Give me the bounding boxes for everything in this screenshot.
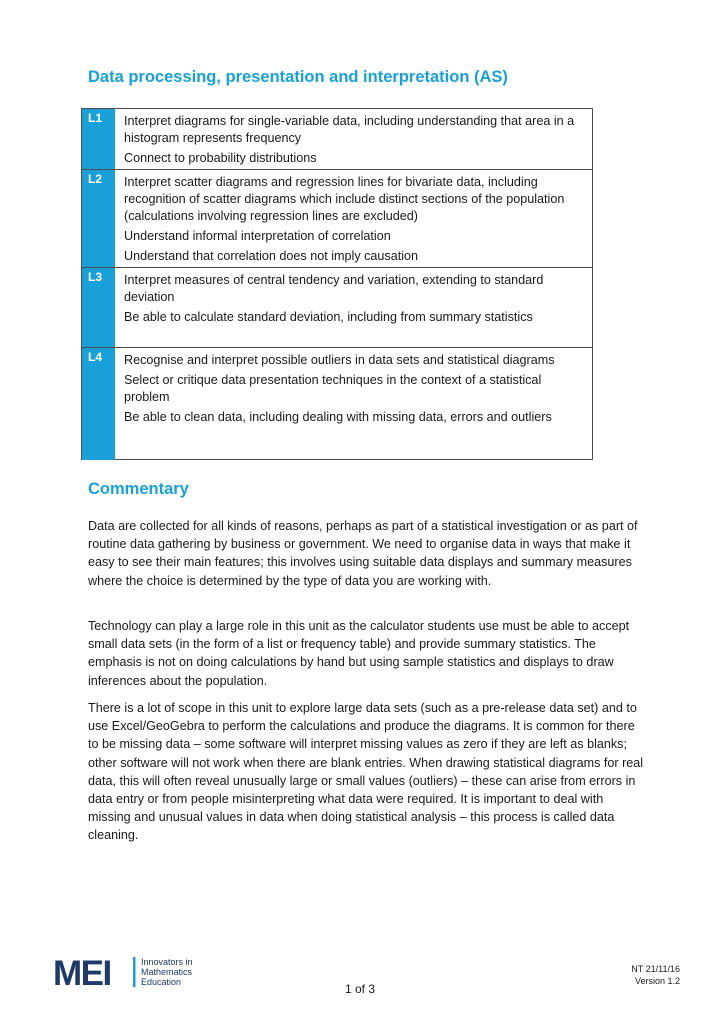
commentary-paragraph: There is a lot of scope in this unit to explore large data sets (such as a pre-release data set) and to use Excel/GeoGebra to perform the calculations and produce the diagrams. It is common for there to be missing data – some software will interpret missing values as zero if they are left as blanks; other software will not work when there are blank entries. When drawing statistical diagrams for real data, this will often reveal unusually large or small values (outliers) – these can arise from errors in data entry or from people misinterpreting what data were required. It is important to deal with missing and unusual values in data when doing statistical analysis – this process is called data cleaning.: [88, 701, 644, 843]
objective-row-l2: [82, 169, 592, 268]
objective-text: [124, 174, 586, 268]
objective-row-l1: [82, 109, 592, 169]
objective-item: Connect to probability distributions: [124, 151, 317, 165]
objective-row-l3: [82, 267, 592, 348]
commentary-paragraph: Data are collected for all kinds of reasons, perhaps as part of a statistical investigation or as part of routine data gathering by business or government. We need to organise data in ways that make it easy to see their main features; this involves using suitable data displays and summary measures where the choice is determined by the type of data you are working with.: [88, 519, 638, 588]
objective-item: Be able to clean data, including dealing with missing data, errors and outliers: [124, 410, 552, 424]
objective-text: [124, 352, 586, 429]
objective-row-l4: [82, 347, 592, 460]
page-title: Data processing, presentation and interpretation (AS): [88, 68, 508, 86]
objective-item: Be able to calculate standard deviation, including from summary statistics: [124, 310, 533, 324]
commentary-paragraph: Technology can play a large role in this unit as the calculator students use must be able to accept small data sets (in the form of a list or frequency table) and provide summary statistics. The emphasis is not on doing calculations by hand but using sample statistics and displays to draw inferences about the population.: [88, 619, 630, 688]
objective-item: Recognise and interpret possible outliers in data sets and statistical diagrams: [124, 353, 555, 367]
objective-item: Understand that correlation does not imply causation: [124, 249, 419, 263]
objective-text: [124, 113, 586, 170]
page-number: 1 of 3: [344, 982, 376, 996]
document-version: Version 1.2: [634, 976, 680, 986]
document-reference: NT 21/11/16: [631, 964, 680, 974]
objective-item: Interpret measures of central tendency and variation, extending to standard deviation: [124, 273, 544, 304]
objectives-table: [81, 108, 593, 460]
objective-code: L1: [82, 109, 115, 169]
objective-item: Interpret diagrams for single-variable data, including understanding that area in a histogram represents frequency: [124, 114, 575, 145]
objective-code: L2: [82, 170, 115, 268]
objective-item: Select or critique data presentation techniques in the context of a statistical problem: [124, 373, 542, 404]
logo-tagline-line: Mathematics: [141, 967, 193, 977]
logo-tagline-line: Innovators in: [141, 957, 193, 967]
logo-letters: MEI: [53, 956, 111, 988]
objective-code: L4: [82, 348, 115, 460]
commentary-heading: Commentary: [88, 480, 189, 498]
objective-item: Interpret scatter diagrams and regression lines for bivariate data, including recognition of scatter diagrams which include distinct sections of the population (calculations involving regression lines are excluded): [124, 175, 565, 223]
objective-item: Understand informal interpretation of correlation: [124, 229, 391, 243]
logo-tagline-line: Education: [141, 977, 182, 987]
objective-code: L3: [82, 268, 115, 348]
objective-text: [124, 272, 586, 329]
